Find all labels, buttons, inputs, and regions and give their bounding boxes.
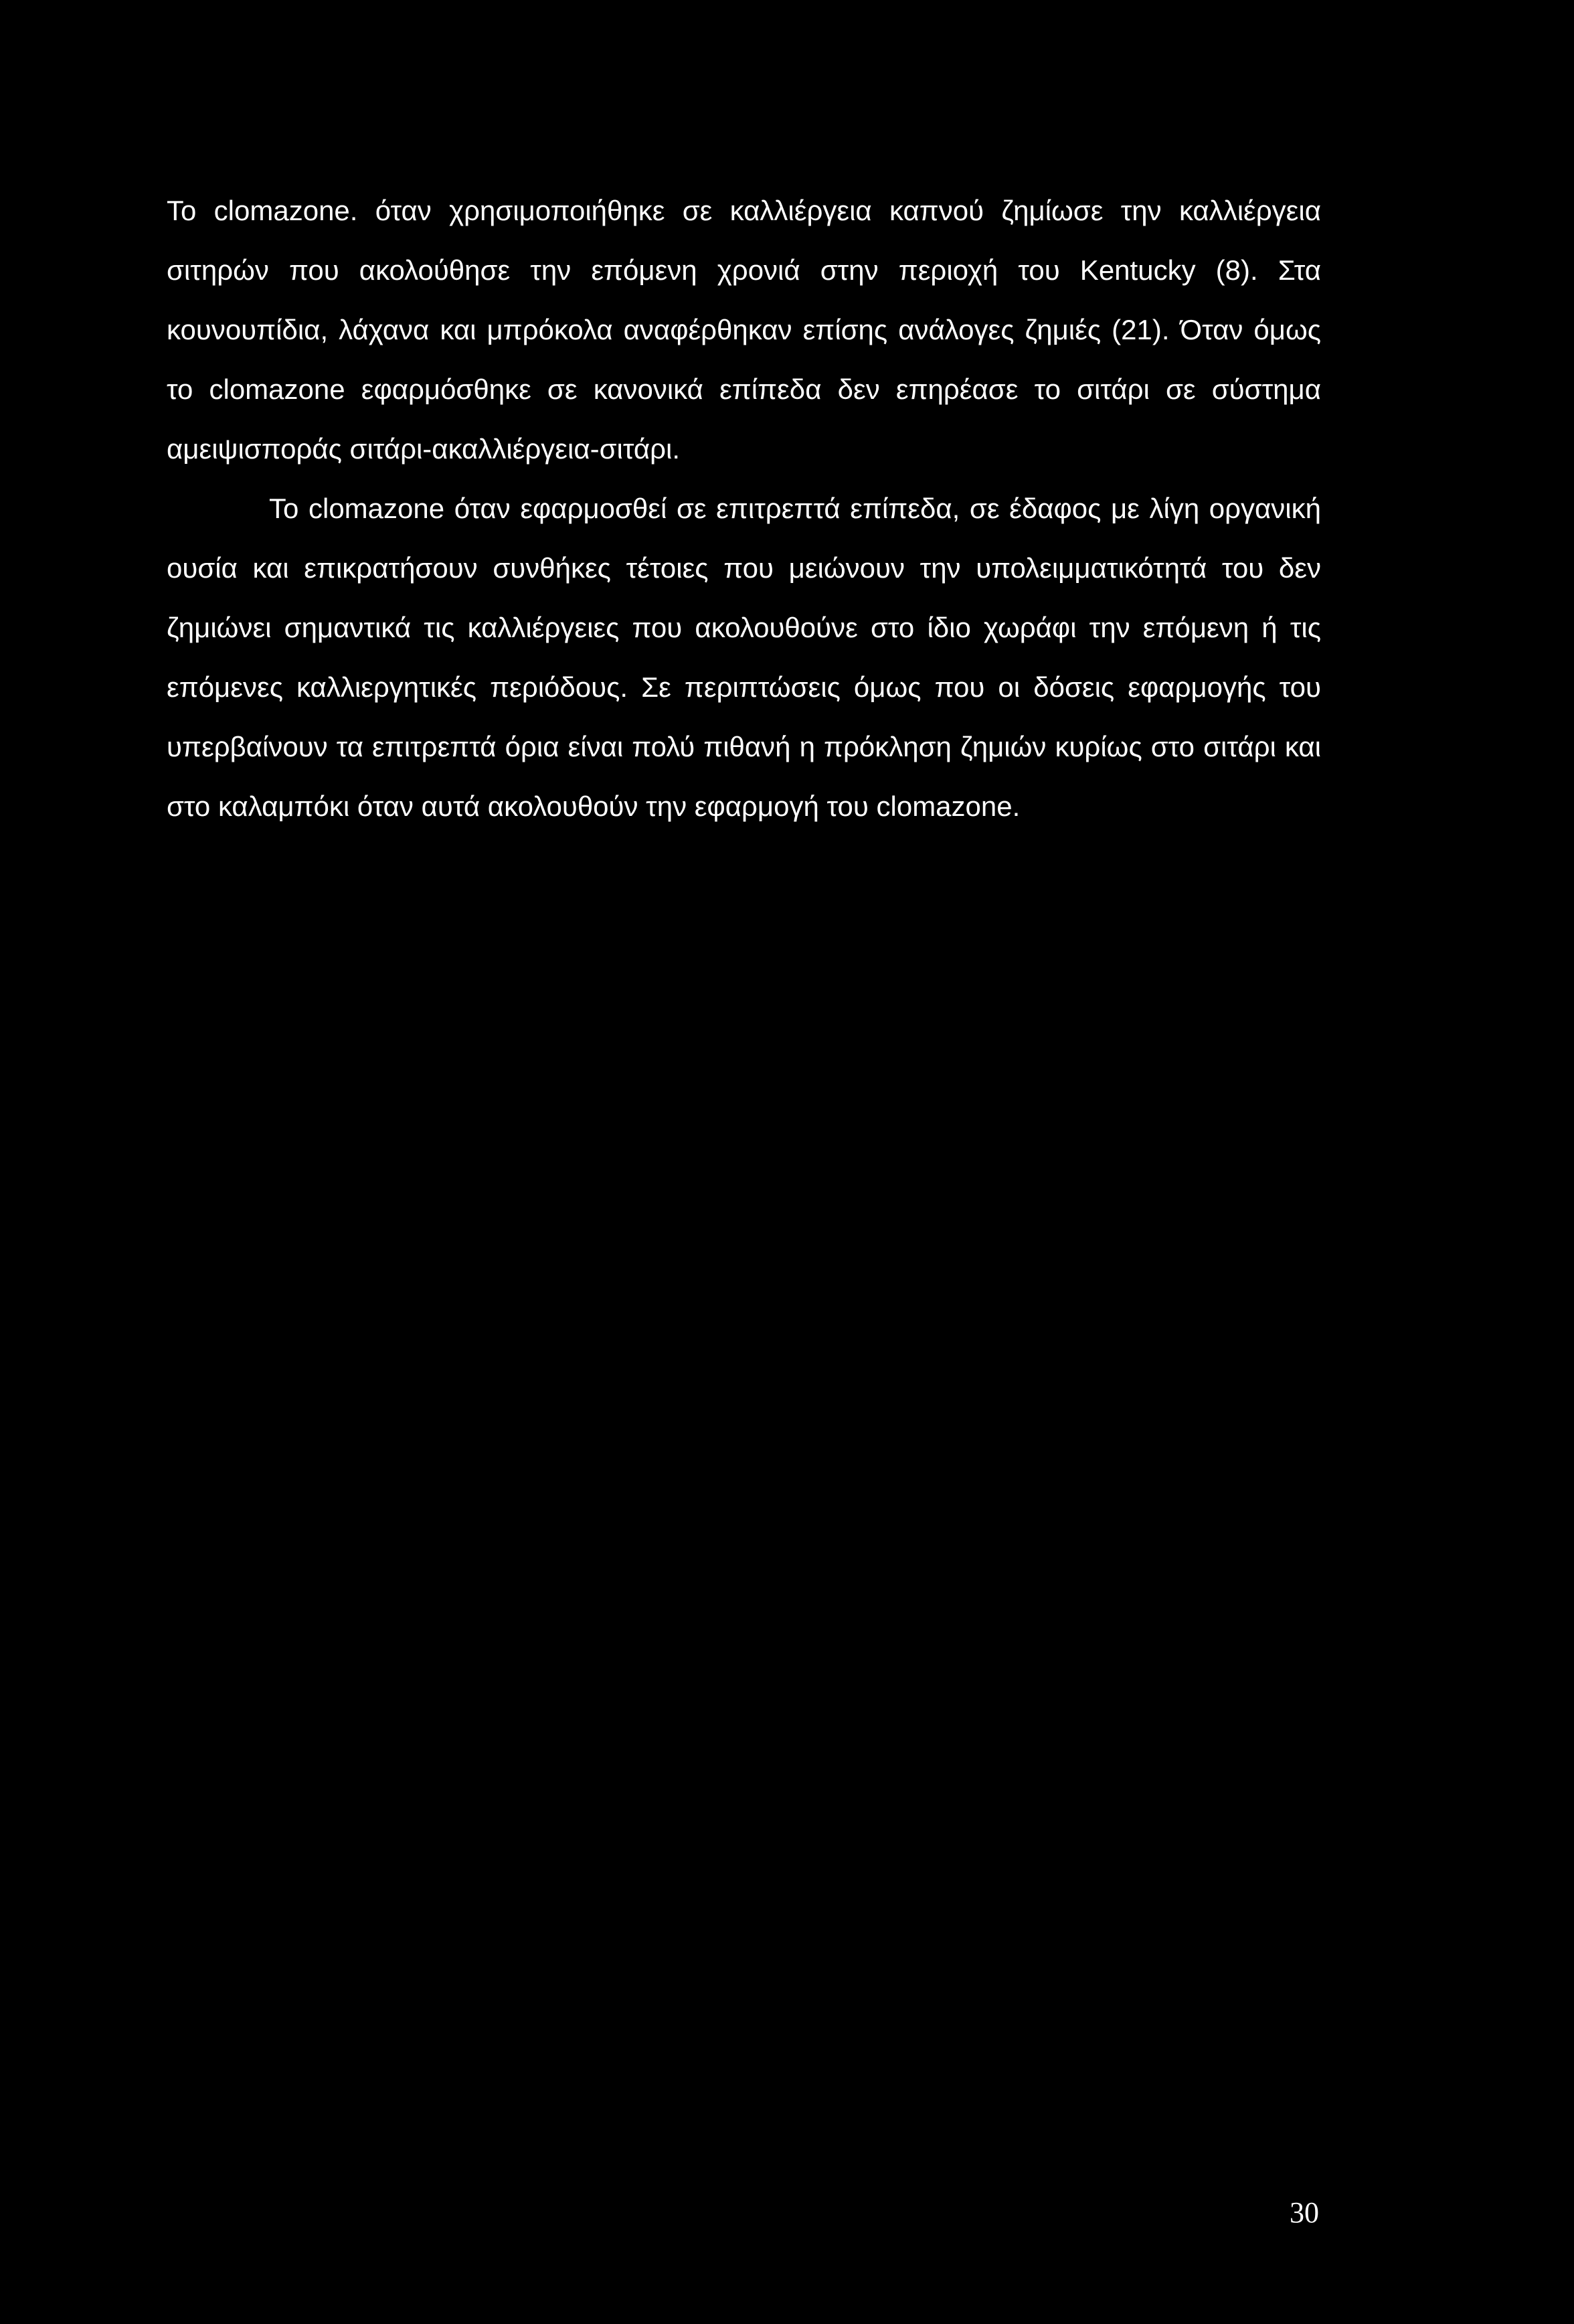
page-number: 30 xyxy=(1290,2196,1319,2229)
paragraph-1: Το clomazone. όταν χρησιμοποιήθηκε σε καλλιέργεια καπνού ζημίωσε την καλλιέργεια σιτηρών που ακολούθησε την επόμενη χρονιά στην περιοχή του Kentucky (8). Στα κουνουπίδια, λάχανα και μπρόκολα αναφέρθηκαν επίσης ανάλογες ζημιές (21). Όταν όμως το clomazone εφαρμόσθηκε σε κανονικά επίπεδα δεν επηρέασε το σιτάρι σε σύστημα αμειψισποράς σιτάρι-ακαλλιέργεια-σιτάρι. xyxy=(167,195,1321,465)
paragraph-2: Το clomazone όταν εφαρμοσθεί σε επιτρεπτά επίπεδα, σε έδαφος με λίγη οργανική ουσία και επικρατήσουν συνθήκες τέτοιες που μειώνουν την υπολειμματικότητά του δεν ζημιώνει σημαντικά τις καλλιέργειες που ακολουθούνε στο ίδιο χωράφι την επόμενη ή τις επόμενες καλλιεργητικές περιόδους. Σε περιπτώσεις όμως που οι δόσεις εφαρμογής του υπερβαίνουν τα επιτρεπτά όρια είναι πολύ πιθανή η πρόκληση ζημιών κυρίως στο σιτάρι και στο καλαμπόκι όταν αυτά ακολουθούν την εφαρμογή του clomazone. xyxy=(167,493,1321,822)
body-text xyxy=(167,181,1321,836)
